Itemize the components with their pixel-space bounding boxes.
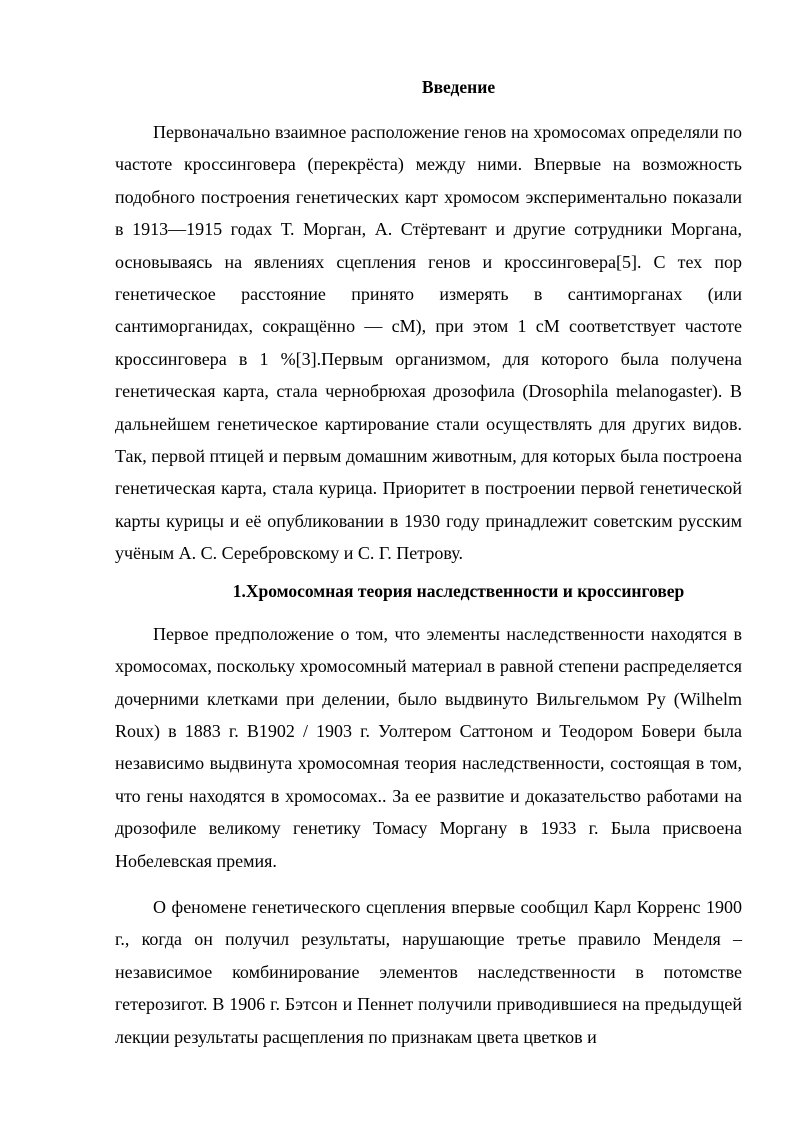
- section1-paragraph-2: О феномене генетического сцепления впервые сообщил Карл Корренс 1900 г., когда он получил результаты, нарушающие третье правило Менделя – независимое комбинирование элементов наследственности в потомстве гетерозигот. В 1906 г. Бэтсон и Пеннет получили приводившиеся на предыдущей лекции результаты расщепления по признакам цвета цветков и: [115, 896, 742, 1047]
- intro-heading: Введение: [421, 77, 496, 97]
- section1-paragraph-1: Первое предположение о том, что элементы наследственности находятся в хромосомах, поскольку хромосомный материал в равной степени распределяется дочерними клетками при делении, было выдвинуто Вильгельмом Ру (Wilhelm Roux) в 1883 г. В1902 / 1903 г. Уолтером Саттоном и Теодором Бовери была независимо выдвинута хромосомная теория наследственности, состоящая в том, что гены находятся в хромосомах.. За ее развитие и доказательство работами на дрозофиле великому генетику Томасу Моргану в 1933 г. Была присвоена Нобелевская премия.: [115, 623, 742, 871]
- section1-heading: 1.Хромосомная теория наследственности и кроссинговер: [232, 580, 685, 601]
- page-content: [115, 70, 742, 1053]
- intro-paragraph: Первоначально взаимное расположение генов на хромосомах определяли по частоте кроссинговера (перекрёста) между ними. Впервые на возможность подобного построения генетических карт хромосом экспериментально показали в 1913—1915 годах Т. Морган, А. Стёртевант и другие сотрудники Моргана, основываясь на явлениях сцепления генов и кроссинговера[5]. С тех пор генетическое расстояние принято измерять в сантиморганах (или сантиморганидах, сокращённо — сМ), при этом 1 сМ соответствует частоте кроссинговера в 1 %[3].Первым организмом, для которого была получена генетическая карта, стала чернобрюхая дрозофила (Drosophila melanogaster). В дальнейшем генетическое картирование стали осуществлять для других видов. Так, первой птицей и первым домашним животным, для которых была построена генетическая карта, стала курица. Приоритет в построении первой генетической карты курицы и её опубликовании в 1930 году принадлежит советским русским учёным А. С. Серебровскому и С. Г. Петрову.: [115, 122, 742, 564]
